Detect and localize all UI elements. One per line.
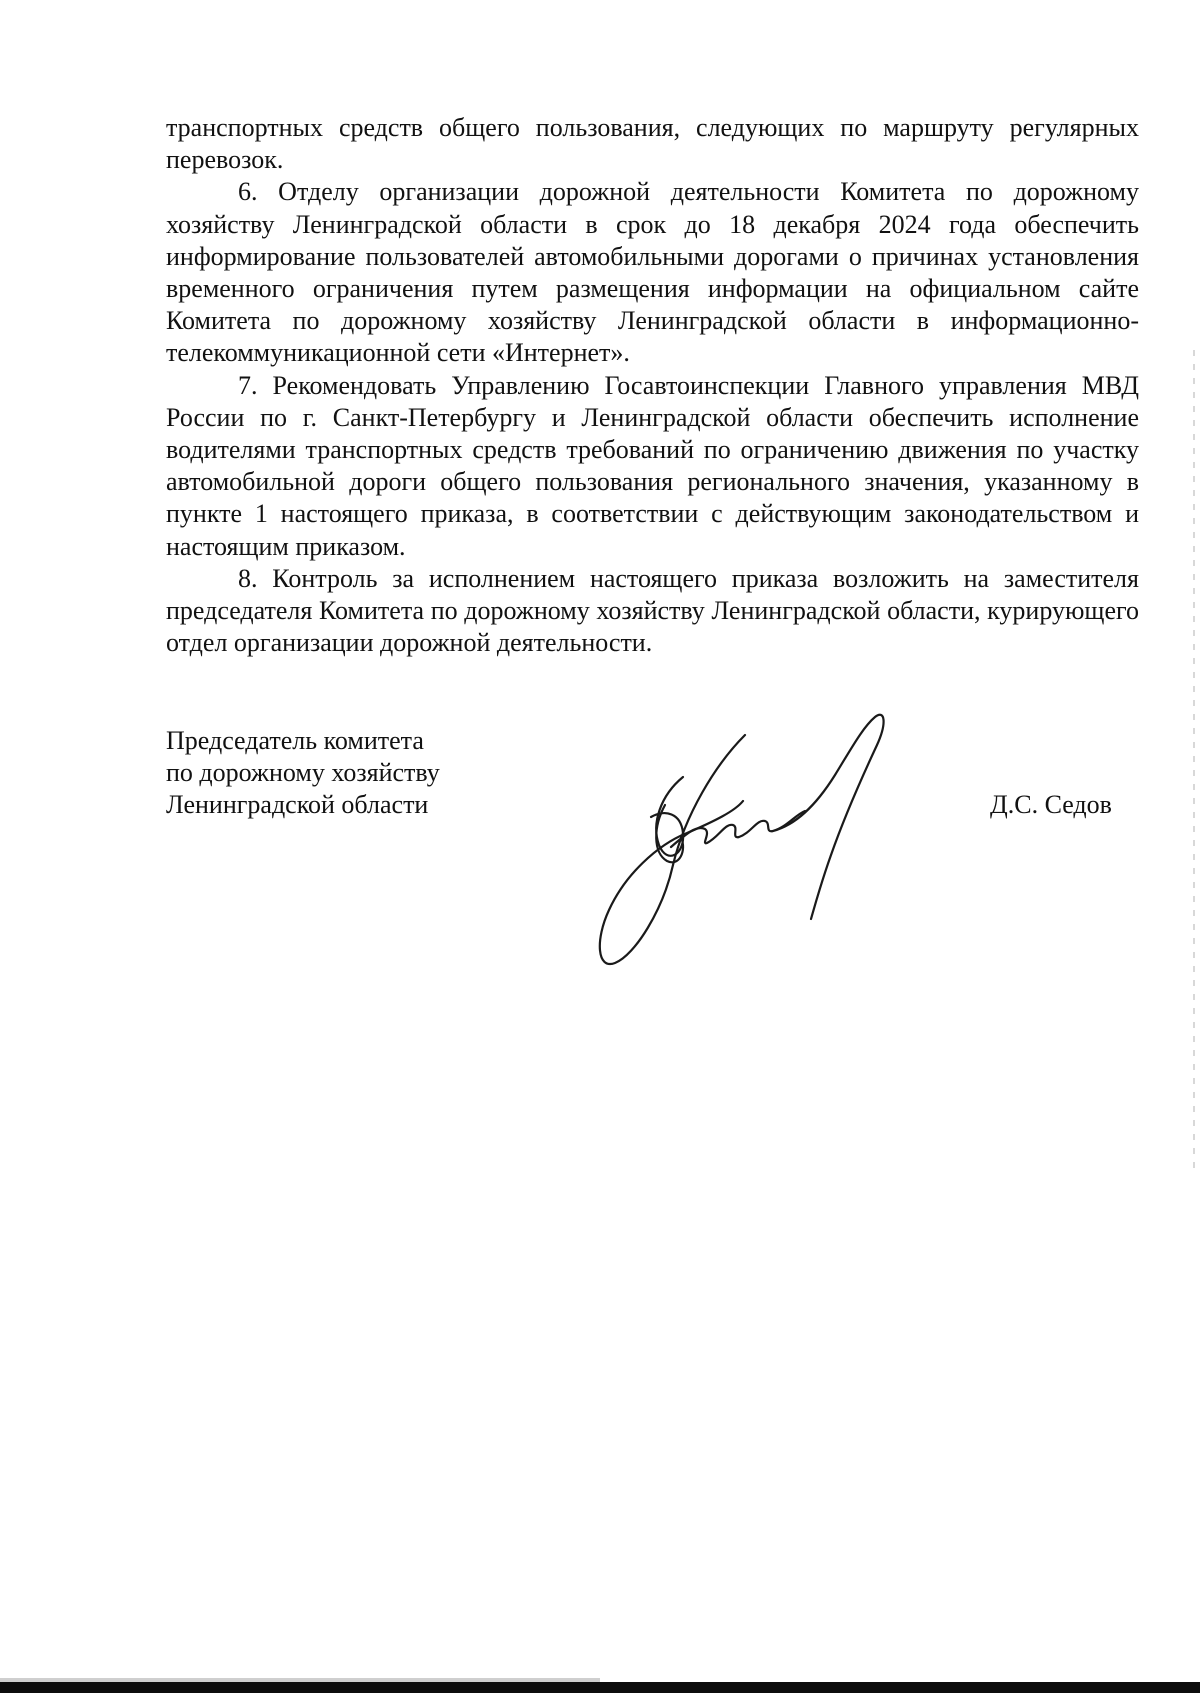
signatory-title-line: Ленинградской области (166, 790, 429, 819)
scan-margin-marks (1193, 350, 1195, 1170)
signatory-title-line: по дорожному хозяйству (166, 758, 440, 787)
paragraph-continuation: транспортных средств общего пользования, следующих по маршруту регулярных перевозок. (166, 113, 1139, 175)
signatory-title-line: Председатель комитета (166, 726, 424, 755)
signatory-title (166, 725, 440, 821)
handwritten-signature (595, 705, 935, 985)
paragraph-item-6: 6. Отделу организации дорожной деятельности Комитета по дорожному хозяйству Ленинградской области в срок до 18 декабря 2024 года обеспечить информирование пользователей автомобильными дорогами о причинах установления временного ограничения путем размещения информации на официальном сайте Комитета по дорожному хозяйству Ленинградской области в информационно-телекоммуникационной сети «Интернет». (166, 177, 1139, 368)
paragraph-item-7: 7. Рекомендовать Управлению Госавтоинспекции Главного управления МВД России по г. Санкт-Петербургу и Ленинградской области обеспечить исполнение водителями транспортных средств требований по ограничению движения по участку автомобильной дороги общего пользования регионального значения, указанному в пункте 1 настоящего приказа, в соответствии с действующим законодательством и настоящим приказом. (166, 370, 1139, 561)
document-body (166, 112, 1139, 659)
signatory-name: Д.С. Седов (990, 790, 1112, 819)
scan-bottom-edge (0, 1682, 1200, 1693)
paragraph-item-8: 8. Контроль за исполнением настоящего приказа возложить на заместителя председателя Комитета по дорожному хозяйству Ленинградской области, курирующего отдел организации дорожной деятельности. (166, 563, 1139, 658)
